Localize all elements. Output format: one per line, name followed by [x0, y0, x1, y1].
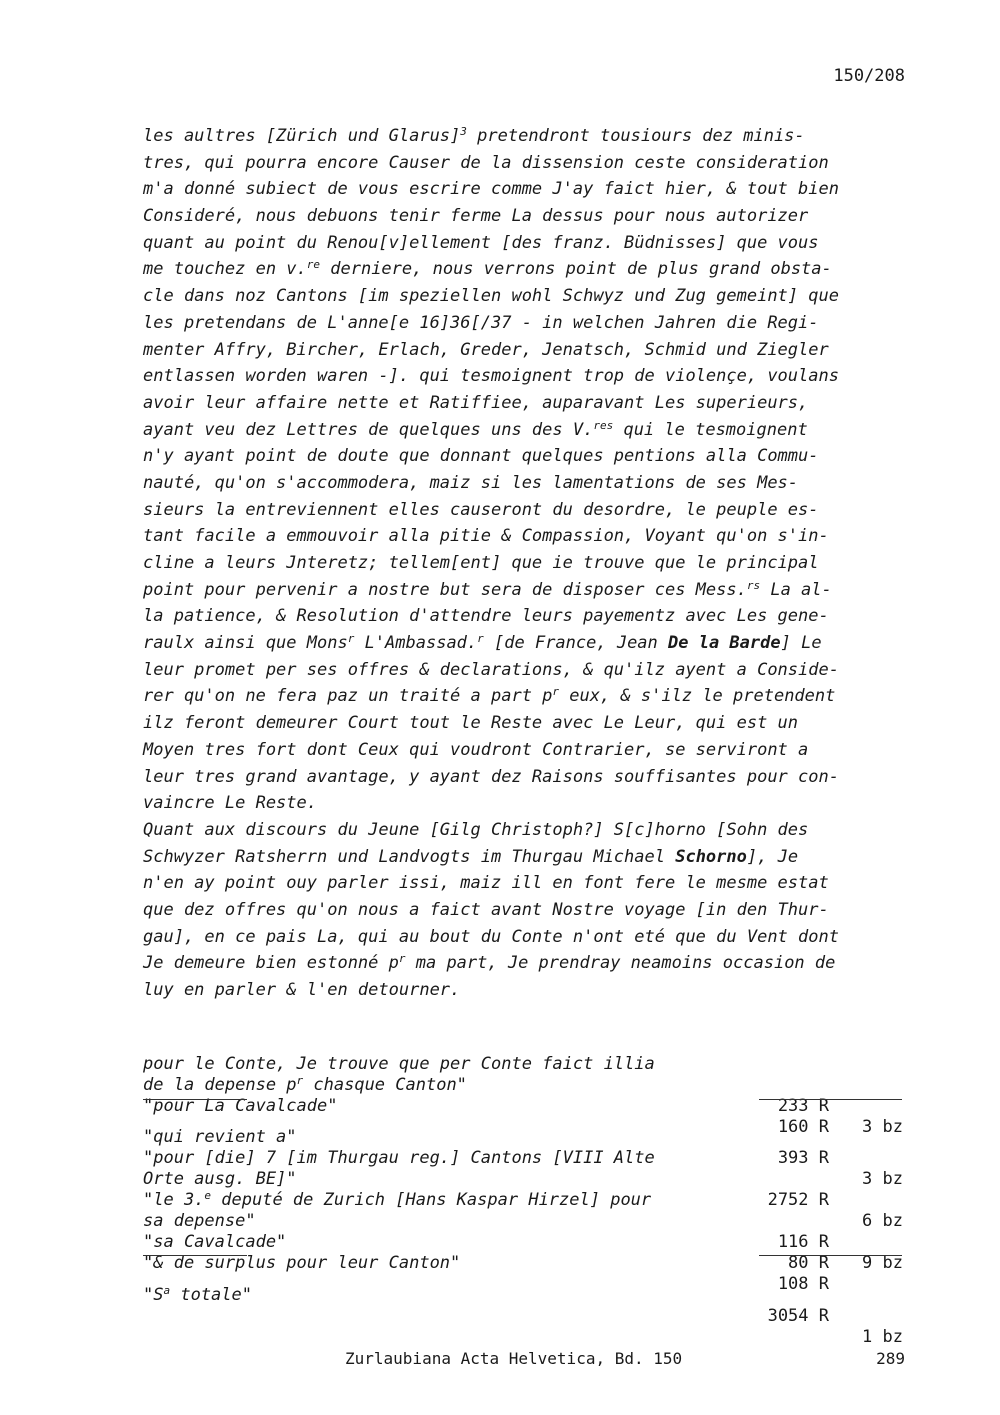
amount-batzen: 1 bz	[862, 1327, 903, 1347]
person-name: Schorno	[675, 846, 747, 867]
account-label: "pour La Cavalcade"	[143, 1096, 338, 1116]
person-name: De la Barde	[668, 633, 781, 654]
account-row	[143, 1033, 905, 1074]
text-segment: Schwyzer Ratsherrn und Landvogts im Thurgau Michael	[143, 846, 676, 867]
amount-reichstaler: 116 R	[777, 1232, 829, 1252]
amount-batzen: 3 bz	[862, 1117, 903, 1137]
superscript: r	[552, 685, 560, 699]
text-line: n'y ayant point de doute que donnant quelques pentions alla Commu-	[143, 446, 819, 467]
footnote-marker: 3	[460, 125, 467, 138]
text-line: gau], en ce pais La, qui au bout du Conte n'ont eté que du Vent dont	[143, 926, 839, 947]
text-line: ilz feront demeurer Court tout le Reste avec Le Leur, qui est un	[143, 713, 799, 734]
amount-batzen: 9 bz	[862, 1253, 903, 1273]
text-line: les pretendans de L'anne[e 16]36[/37 - in welchen Jahren die Regi-	[143, 312, 819, 333]
text-line: vaincre Le Reste.	[143, 793, 317, 814]
superscript: r	[296, 1074, 304, 1087]
text-line: luy en parler & l'en detourner.	[143, 980, 461, 1000]
text-segment: L'Ambassad.	[354, 633, 478, 654]
label-underline	[143, 1255, 247, 1256]
amount-batzen: 6 bz	[862, 1211, 903, 1231]
text-segment: ] Le	[780, 633, 822, 654]
text-line	[143, 950, 913, 977]
text-segment: rer qu'on ne fera paz un traité a part p	[143, 686, 553, 707]
text-line: menter Affry, Bircher, Erlach, Greder, Jenatsch, Schmid und Ziegler	[143, 339, 829, 360]
footer-page-number: 289	[876, 1349, 905, 1368]
text-segment: les aultres [Zürich und Glarus]	[143, 126, 461, 146]
text-segment: totale"	[170, 1285, 252, 1305]
text-line: leur tres grand avantage, y ayant dez Raisons souffisantes pour con-	[143, 766, 839, 787]
footer-title: Zurlaubiana Acta Helvetica, Bd. 150	[345, 1349, 683, 1368]
expense-account	[143, 1033, 905, 1347]
text-segment: de la depense p	[143, 1075, 297, 1095]
text-line: leur promet per ses offres & declarations, & qu'ilz ayent a Conside-	[143, 659, 839, 680]
text-line	[143, 844, 913, 871]
account-label: pour le Conte, Je trouve que per Conte faict illia	[143, 1054, 655, 1074]
text-line: la patience, & Resolution d'attendre leurs payementz avec Les gene-	[143, 606, 829, 627]
account-label: "qui revient a"	[143, 1127, 297, 1147]
text-segment: raulx ainsi que Mons	[143, 633, 348, 654]
text-line: entlassen worden waren -]. qui tesmoignent trop de violençe, voulans	[143, 366, 839, 387]
amount-reichstaler: 108 R	[777, 1274, 829, 1294]
text-line: tant facile a emmouvoir alla pitie & Compassion, Voyant qu'on s'in-	[143, 526, 829, 547]
text-line: tres, qui pourra encore Causer de la dissension ceste consideration	[143, 152, 829, 173]
text-segment: pretendront tousiours dez minis-	[466, 126, 805, 146]
superscript: r	[347, 632, 355, 646]
text-segment: Je demeure bien estonné p	[143, 953, 399, 974]
text-segment: "le 3.	[143, 1190, 205, 1210]
superscript: rs	[746, 578, 761, 592]
superscript: e	[204, 1189, 212, 1202]
superscript: r	[398, 952, 406, 966]
text-line	[143, 630, 913, 657]
account-label: sa depense"	[143, 1211, 256, 1231]
superscript: r	[477, 632, 484, 646]
account-label	[143, 1285, 252, 1306]
account-label: Orte ausg. BE]"	[143, 1169, 297, 1189]
text-segment: ayant veu dez Lettres de quelques uns des V.	[143, 419, 594, 440]
amount-reichstaler: 3054 R	[767, 1306, 829, 1326]
account-row	[143, 1264, 905, 1347]
text-line: nauté, qu'on s'accommodera, maiz si les lamentations de ses Mes-	[143, 472, 799, 493]
text-segment: [de France, Jean	[483, 633, 669, 654]
amount-reichstaler: 2752 R	[767, 1190, 829, 1210]
text-line	[143, 683, 913, 710]
amount-reichstaler: 80 R	[788, 1253, 829, 1273]
text-segment: ma part, Je prendray neamoins occasion de	[405, 953, 836, 974]
sum-rule	[759, 1255, 902, 1256]
text-segment: "S	[143, 1285, 164, 1305]
text-line	[143, 256, 913, 283]
account-label: "sa Cavalcade"	[143, 1232, 287, 1252]
text-line: Consideré, nous debuons tenir ferme La dessus pour nous autorizer	[143, 206, 809, 227]
text-segment: eux, & s'ilz le pretendent	[559, 686, 836, 707]
text-line	[143, 577, 913, 604]
text-segment: derniere, nous verrons point de plus grand obsta-	[320, 259, 832, 280]
account-label: "& de surplus pour leur Canton"	[143, 1253, 461, 1273]
superscript: res	[593, 418, 614, 432]
text-line: Quant aux discours du Jeune [Gilg Christoph?] S[c]horno [Sohn des	[143, 819, 809, 840]
text-segment: point pour pervenir a nostre but sera de disposer ces Mess.	[143, 579, 747, 600]
label-underline	[143, 1099, 247, 1100]
text-segment: deputé de Zurich [Hans Kaspar Hirzel] pour	[211, 1190, 652, 1210]
text-line: que dez offres qu'on nous a faict avant Nostre voyage [in den Thur-	[143, 899, 829, 920]
text-line	[143, 123, 913, 150]
text-line: quant au point du Renou[v]ellement [des franz. Büdnisses] que vous	[143, 232, 819, 253]
superscript: a	[163, 1284, 171, 1297]
text-line: avoir leur affaire nette et Ratiffiee, auparavant Les superieurs,	[143, 392, 809, 413]
text-segment: qui le tesmoignent	[613, 419, 808, 440]
text-line: Moyen tres fort dont Ceux qui voudront Contrarier, se serviront a	[143, 739, 809, 760]
sum-rule	[759, 1099, 902, 1100]
text-line: cle dans noz Cantons [im speziellen wohl Schwyz und Zug gemeint] que	[143, 286, 839, 307]
amount-reichstaler: 160 R	[777, 1117, 829, 1137]
text-segment: ], Je	[746, 846, 799, 867]
letter-body	[143, 123, 913, 1004]
text-line: cline a leurs Jnteretz; tellem[ent] que ie trouve que le principal	[143, 553, 819, 573]
superscript: re	[306, 258, 321, 272]
text-segment: me touchez en v.	[143, 259, 307, 280]
amount-reichstaler: 393 R	[777, 1148, 829, 1168]
amount-batzen: 3 bz	[862, 1169, 903, 1189]
text-line: m'a donné subiect de vous escrire comme J'ay faict hier, & tout bien	[143, 179, 839, 200]
text-segment: chasque Canton"	[303, 1075, 467, 1095]
text-line: n'en ay point ouy parler issi, maiz ill en font fere le mesme estat	[143, 873, 829, 894]
account-label: "pour [die] 7 [im Thurgau reg.] Cantons [VIII Alte	[143, 1148, 655, 1168]
text-segment: La al-	[760, 579, 832, 600]
amount-reichstaler: 233 R	[777, 1096, 829, 1116]
page-counter: 150/208	[833, 66, 905, 86]
text-line: sieurs la entreviennent elles causeront du desordre, le peuple es-	[143, 499, 819, 520]
text-line	[143, 417, 913, 444]
